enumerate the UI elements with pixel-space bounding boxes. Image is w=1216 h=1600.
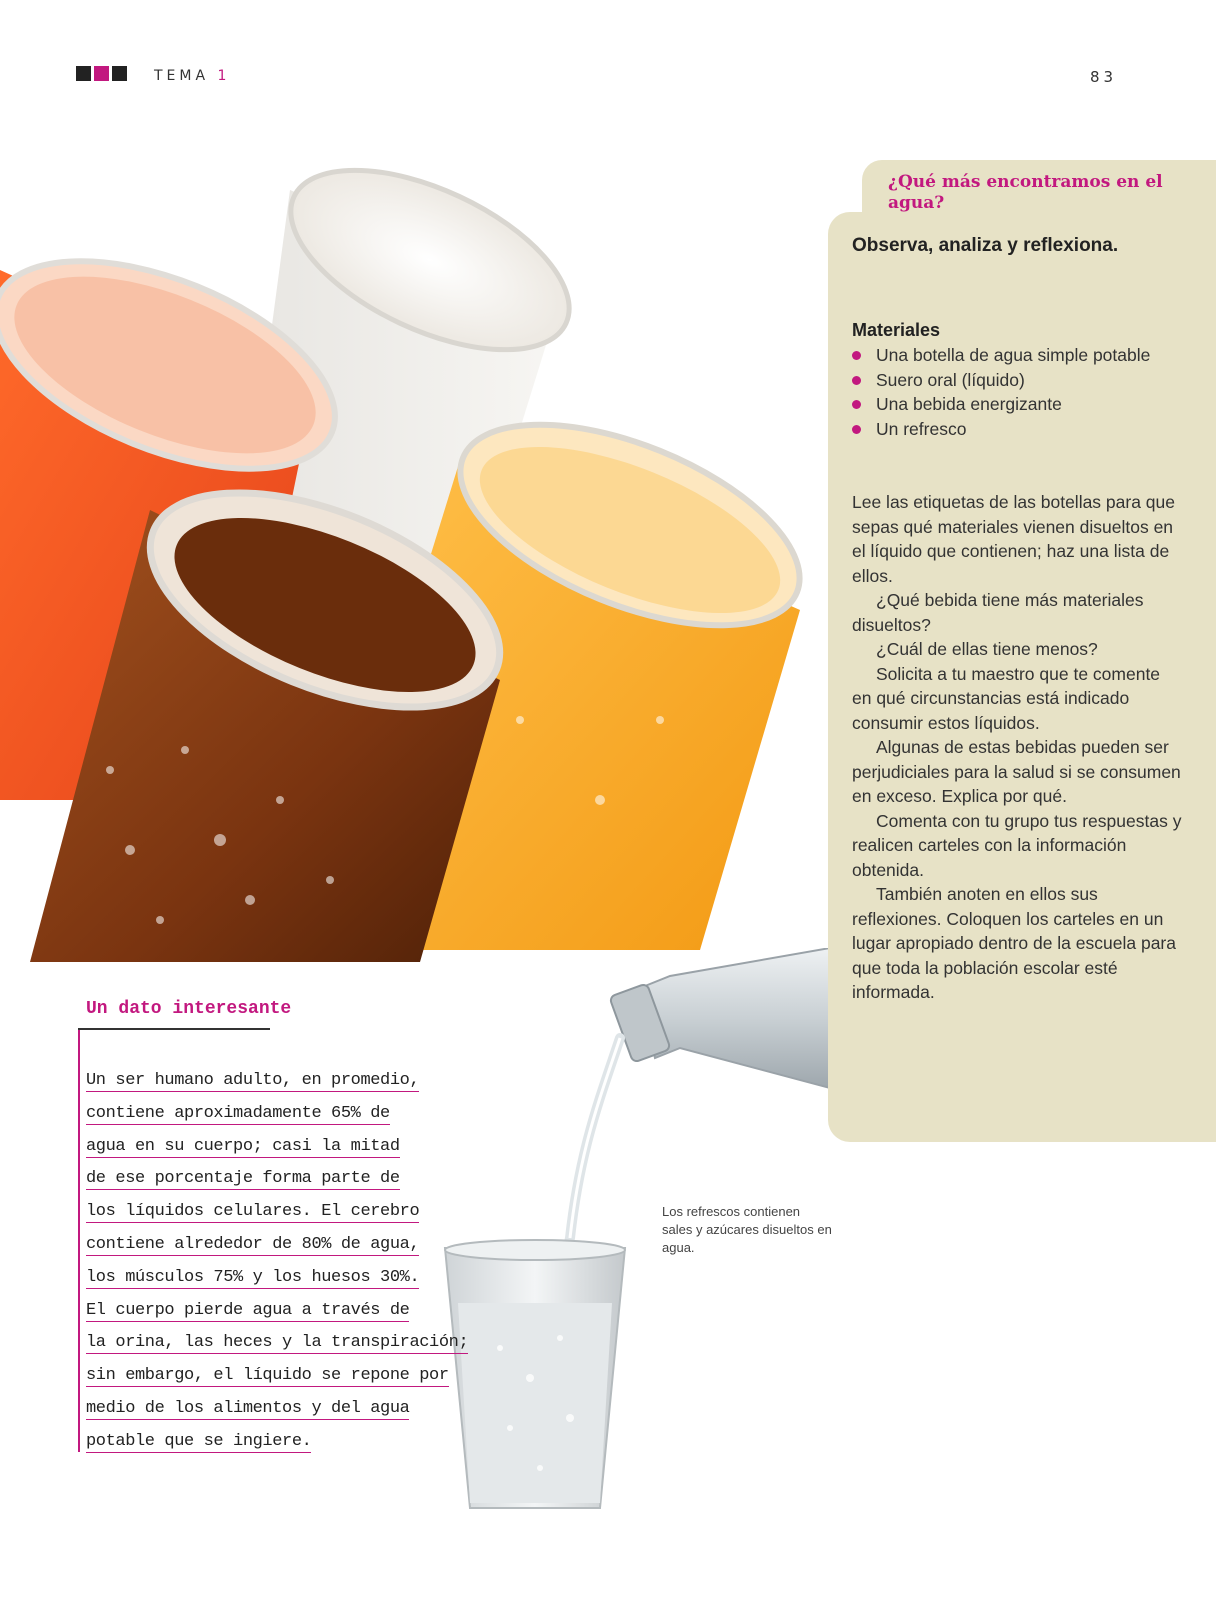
header-squares [76,66,127,81]
activity-paragraph: Comenta con tu grupo tus respuestas y realicen carteles con la información obtenida. [852,810,1182,880]
tema-number: 1 [217,68,231,84]
bullet-icon [852,425,861,434]
bullet-icon [852,351,861,360]
activity-paragraph: ¿Qué bebida tiene más materiales disueltos? [852,590,1144,635]
materials-list [852,343,1182,441]
materials-item: Un refresco [852,417,1182,442]
fact-line: agua en su cuerpo; casi la mitad [86,1136,400,1156]
fact-title-rule [78,1028,270,1030]
materials-item: Suero oral (líquido) [852,368,1182,393]
fact-line: contiene aproximadamente 65% de [86,1103,390,1123]
bullet-icon [852,376,861,385]
fact-title: Un dato interesante [86,999,292,1019]
photo-caption: Los refrescos contienen sales y azúcares disueltos en agua. [662,1204,832,1255]
activity-instructions [852,490,1182,1005]
fact-line: los líquidos celulares. El cerebro [86,1202,420,1222]
activity-paragraph: Algunas de estas bebidas pueden ser perjudiciales para la salud si se consumen en exceso. Explica por qué. [852,737,1181,806]
fact-line: de ese porcentaje forma parte de [86,1169,400,1189]
materials-item: Una bebida energizante [852,392,1182,417]
fact-line: potable que se ingiere. [86,1431,312,1451]
fact-line: medio de los alimentos y del agua [86,1398,410,1418]
header-square [112,66,127,81]
activity-paragraph: ¿Cuál de ellas tiene menos? [876,639,1098,659]
page-number: 83 [1090,68,1118,86]
activity-paragraph: Solicita a tu maestro que te comente en qué circunstancias está indicado consumir estos líquidos. [852,663,1161,733]
tema-label: TEMA [154,68,210,84]
header-square-accent [94,66,109,81]
materials-item: Una botella de agua simple potable [852,343,1182,368]
bullet-icon [852,400,861,409]
fact-line: sin embargo, el líquido se repone por [86,1366,449,1386]
fact-line: contiene alrededor de 80% de agua, [86,1234,420,1254]
cups-illustration [0,160,828,962]
activity-paragraph: Lee las etiquetas de las botellas para que sepas qué materiales vienen disueltos en el líquido que contienen; haz una lista de ellos. [852,492,1176,586]
fact-text [80,1066,469,1460]
fact-line: El cuerpo pierde agua a través de [86,1300,410,1320]
section-label [154,68,230,84]
activity-title: ¿Qué más encontramos en el agua? [888,172,1163,213]
activity-paragraph: También anoten en ellos sus reflexiones. Coloquen los carteles en un lugar apropiado dentro de la escuela para que toda la población escolar esté informada. [852,884,1176,1002]
header-square [76,66,91,81]
fact-line: Un ser humano adulto, en promedio, [86,1071,420,1090]
fact-line: la orina, las heces y la transpiración; [86,1333,469,1353]
fact-line: los músculos 75% y los huesos 30%. [86,1267,420,1287]
photo-drinks-cups [0,160,828,962]
activity-subtitle: Observa, analiza y reflexiona. [852,235,1119,256]
materials-heading: Materiales [852,320,941,340]
